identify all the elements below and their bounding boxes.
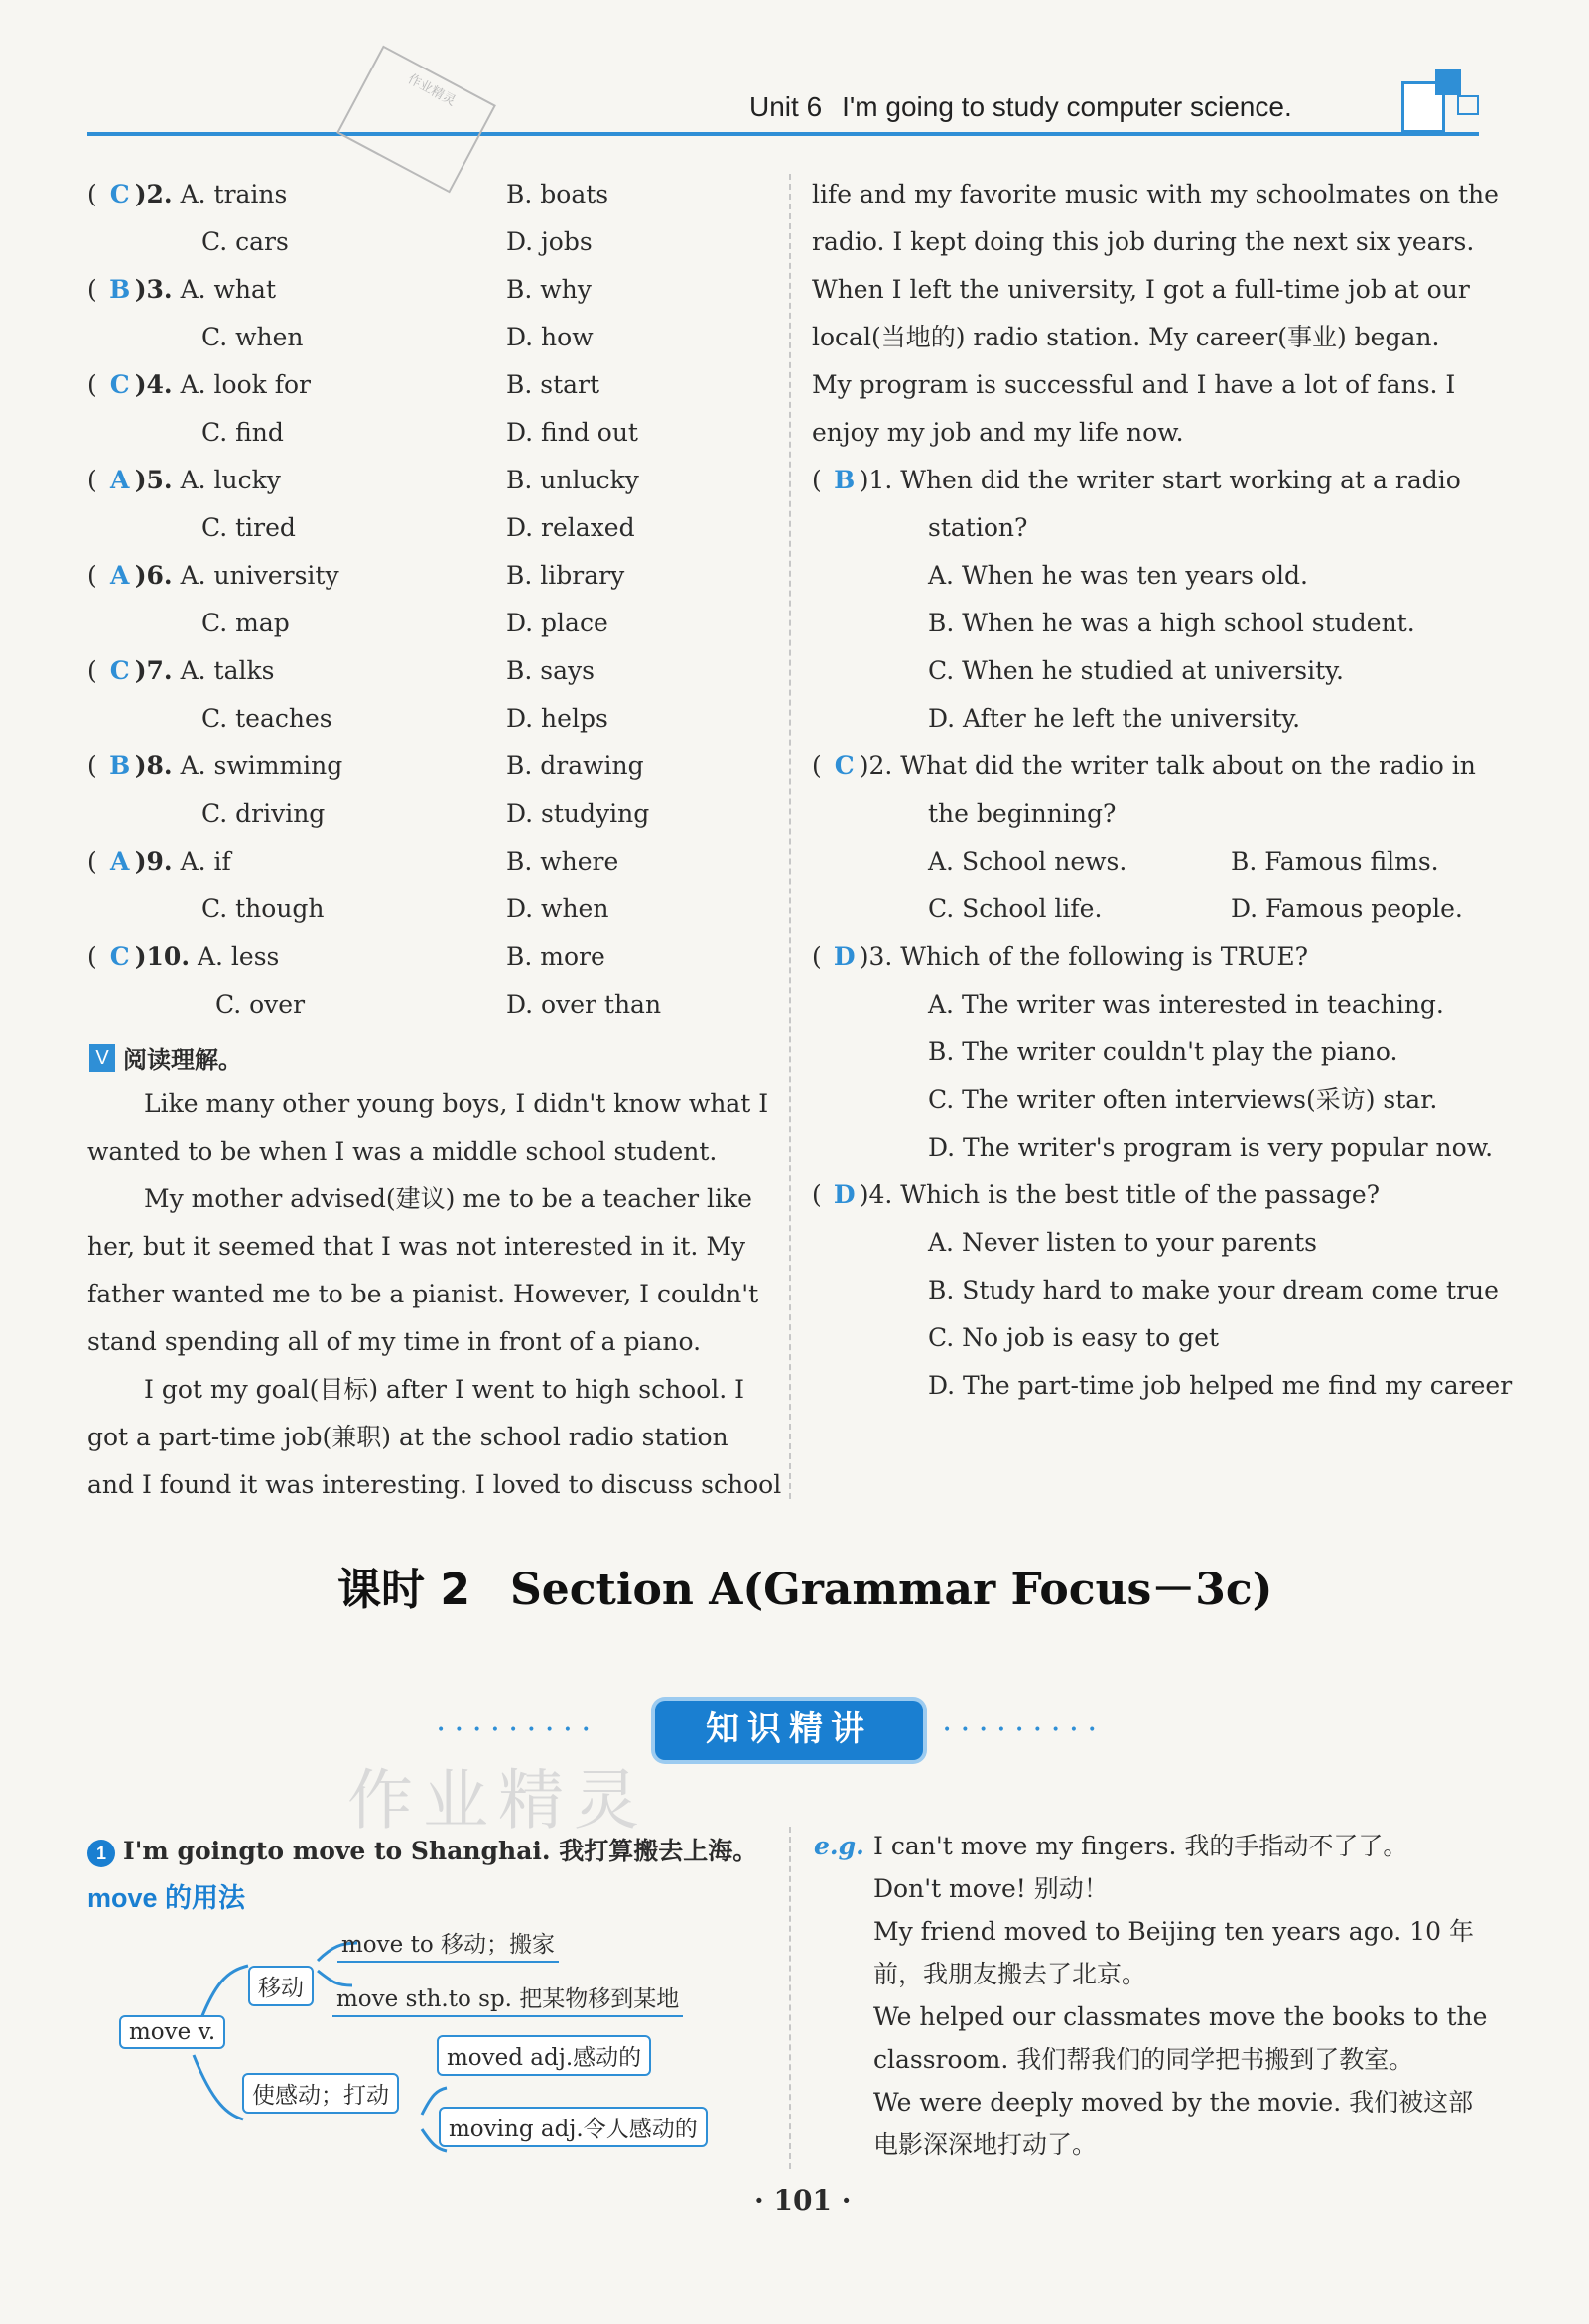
- banner-knowledge: 知识精讲: [655, 1701, 923, 1760]
- unit-label: Unit 6: [749, 91, 823, 122]
- knowledge-sentence: I'm goingto move to Shanghai. 我打算搬去上海。: [123, 1837, 758, 1865]
- option-a: A. look for: [172, 370, 311, 399]
- answer-letter: B: [109, 275, 131, 304]
- example-sentence: We were deeply moved by the movie. 我们被这部: [873, 2088, 1474, 2117]
- question-text: )1. When did the writer start working at a radio: [859, 466, 1461, 494]
- answer-letter: C: [109, 656, 130, 685]
- option-d: D. helps: [506, 704, 608, 733]
- option-a: A. if: [172, 847, 231, 876]
- knowledge-subtitle: move 的用法: [87, 1883, 246, 1913]
- option-d: D. studying: [506, 799, 650, 828]
- banner-dots-left: •••••••••: [437, 1722, 600, 1738]
- lesson-section: Section A(Grammar Focus－3c): [509, 1565, 1273, 1615]
- example-sentence: We helped our classmates move the books to the: [873, 2002, 1488, 2031]
- example-sentence: 电影深深地打动了。: [873, 2130, 1098, 2159]
- passage-line: stand spending all of my time in front of a piano.: [87, 1327, 702, 1356]
- answer-letter: D: [833, 942, 856, 971]
- answer-letter: A: [110, 561, 130, 590]
- question-number: )7.: [134, 656, 173, 685]
- question-number: )6.: [134, 561, 173, 590]
- mindmap-leaf-move-to: move to 移动；搬家: [337, 1926, 559, 1963]
- example-sentence: Don't move! 别动！: [873, 1874, 1109, 1903]
- reading-question: ( D )4. Which is the best title of the passage?: [812, 1171, 1380, 1219]
- option: A. School news.: [928, 847, 1127, 876]
- watermark-text: 作业精灵: [347, 1762, 649, 1839]
- option-d: D. find out: [506, 418, 638, 447]
- answer-letter: B: [834, 466, 856, 494]
- example-sentence: My friend moved to Beijing ten years ago. 10 年: [873, 1917, 1474, 1946]
- option: D. The part-time job helped me find my career: [928, 1371, 1513, 1400]
- answer-letter: C: [109, 942, 130, 971]
- option-d: D. relaxed: [506, 513, 635, 542]
- reading-question: ( D )3. Which of the following is TRUE?: [812, 933, 1308, 981]
- answer-letter: A: [110, 847, 130, 876]
- option: C. The writer often interviews(采访) star.: [928, 1085, 1438, 1114]
- answer-letter: B: [109, 752, 131, 780]
- question-number: )2.: [134, 180, 173, 208]
- option-a: A. swimming: [172, 752, 343, 780]
- mindmap-branch-move: 移动: [248, 1966, 314, 2006]
- question-text: )2. What did the writer talk about on the radio in: [859, 752, 1476, 780]
- passage-line: and I found it was interesting. I loved to discuss school: [87, 1470, 782, 1499]
- passage-line: radio. I kept doing this job during the next six years.: [812, 227, 1475, 256]
- mindmap-leaf-moved: moved adj.感动的: [437, 2035, 651, 2076]
- lesson-title: [337, 1554, 1273, 1617]
- option-b: B. why: [506, 275, 592, 304]
- option: A. The writer was interested in teaching.: [928, 990, 1444, 1019]
- option-c: C. when: [201, 323, 304, 351]
- question-number: )9.: [134, 847, 173, 876]
- option-b: B. says: [506, 656, 595, 685]
- option-b: B. library: [506, 561, 625, 590]
- mindmap-branch-touch: 使感动；打动: [242, 2073, 399, 2114]
- header-decoration-small: [1457, 95, 1479, 115]
- option-b: B. where: [506, 847, 619, 876]
- mindmap-leaf-move-sth: move sth.to sp. 把某物移到某地: [332, 1981, 683, 2017]
- question-number: )4.: [134, 370, 173, 399]
- option-d: D. over than: [506, 990, 662, 1019]
- question-number: )10.: [134, 942, 191, 971]
- question-text: )3. Which of the following is TRUE?: [859, 942, 1309, 971]
- option-a: A. what: [172, 275, 276, 304]
- reading-question: ( C )2. What did the writer talk about on the radio in: [812, 743, 1476, 790]
- passage-line: her, but it seemed that I was not interested in it. My: [87, 1232, 746, 1261]
- option: D. Famous people.: [1231, 894, 1463, 923]
- question-text-cont: station?: [928, 513, 1028, 542]
- passage-line: Like many other young boys, I didn't know what I: [144, 1089, 769, 1118]
- knowledge-title: [87, 1832, 757, 1867]
- section-label: 阅读理解。: [123, 1046, 242, 1074]
- mindmap-root: move v.: [119, 2015, 225, 2049]
- reading-question: ( B )1. When did the writer start working at a radio: [812, 457, 1461, 504]
- passage-line: wanted to be when I was a middle school student.: [87, 1137, 718, 1165]
- mindmap-leaf-moving: moving adj.令人感动的: [439, 2107, 708, 2147]
- option-a: A. talks: [172, 656, 275, 685]
- question-number: )5.: [134, 466, 173, 494]
- option-b: B. start: [506, 370, 600, 399]
- passage-line: life and my favorite music with my schoolmates on the: [812, 180, 1499, 208]
- cloze-question: ( C )2. A. trains: [87, 171, 287, 218]
- page-number: · 101 ·: [754, 2184, 852, 2217]
- option: B. When he was a high school student.: [928, 609, 1415, 637]
- option: C. School life.: [928, 894, 1103, 923]
- question-number: )8.: [134, 752, 173, 780]
- option: B. The writer couldn't play the piano.: [928, 1037, 1398, 1066]
- option: B. Study hard to make your dream come true: [928, 1276, 1499, 1304]
- option-c: C. driving: [201, 799, 326, 828]
- header-decoration-fill: [1435, 69, 1461, 95]
- option-a: A. lucky: [172, 466, 281, 494]
- option-b: B. drawing: [506, 752, 644, 780]
- passage-line: local(当地的) radio station. My career(事业) began.: [812, 323, 1440, 351]
- example-sentence: 前，我朋友搬去了北京。: [873, 1960, 1147, 1988]
- option: C. When he studied at university.: [928, 656, 1344, 685]
- answer-letter: C: [834, 752, 855, 780]
- answer-letter: C: [109, 370, 130, 399]
- option-c: C. though: [201, 894, 325, 923]
- answer-letter: C: [109, 180, 130, 208]
- cloze-question: ( A )9. A. if: [87, 838, 231, 886]
- option-d: D. when: [506, 894, 609, 923]
- option-d: D. jobs: [506, 227, 593, 256]
- knowledge-number: 1: [87, 1840, 115, 1867]
- section-mark: V: [89, 1044, 115, 1072]
- option-a: A. trains: [172, 180, 288, 208]
- option-c: C. map: [201, 609, 290, 637]
- cloze-question: ( A )6. A. university: [87, 552, 339, 600]
- option-a: A. less: [190, 942, 280, 971]
- option-c: C. tired: [201, 513, 296, 542]
- running-header: [749, 91, 1292, 123]
- lesson-label: 课时 2: [337, 1565, 470, 1615]
- cloze-question: ( B )3. A. what: [87, 266, 276, 314]
- passage-line: When I left the university, I got a full-time job at our: [812, 275, 1470, 304]
- cloze-question: ( C )7. A. talks: [87, 647, 274, 695]
- option-d: D. how: [506, 323, 594, 351]
- option: C. No job is easy to get: [928, 1323, 1220, 1352]
- passage-line: enjoy my job and my life now.: [812, 418, 1184, 447]
- answer-letter: A: [110, 466, 130, 494]
- reading-heading: [89, 1040, 242, 1075]
- option-c: C. find: [201, 418, 284, 447]
- cloze-question: ( A )5. A. lucky: [87, 457, 281, 504]
- option: D. After he left the university.: [928, 704, 1301, 733]
- question-text: )4. Which is the best title of the passage?: [859, 1180, 1381, 1209]
- passage-line: My program is successful and I have a lot of fans. I: [812, 370, 1456, 399]
- option: D. The writer's program is very popular now.: [928, 1133, 1494, 1162]
- passage-line: I got my goal(目标) after I went to high school. I: [144, 1375, 745, 1404]
- option-b: B. unlucky: [506, 466, 639, 494]
- example-label: e.g.: [814, 1832, 864, 1860]
- cloze-question: ( C )10. A. less: [87, 933, 279, 981]
- passage-line: got a part-time job(兼职) at the school radio station: [87, 1423, 728, 1451]
- cloze-question: ( B )8. A. swimming: [87, 743, 342, 790]
- header-rule: [87, 132, 1479, 136]
- option-c: C. over: [215, 990, 306, 1019]
- question-number: )3.: [134, 275, 173, 304]
- passage-line: My mother advised(建议) me to be a teacher like: [144, 1184, 752, 1213]
- banner-dots-right: •••••••••: [943, 1722, 1107, 1738]
- example-sentence: I can't move my fingers. 我的手指动不了了。: [873, 1832, 1408, 1860]
- option-c: C. teaches: [201, 704, 332, 733]
- option-c: C. cars: [201, 227, 289, 256]
- question-text-cont: the beginning?: [928, 799, 1117, 828]
- option-b: B. boats: [506, 180, 609, 208]
- column-divider: [789, 174, 791, 1499]
- cloze-question: ( C )4. A. look for: [87, 361, 311, 409]
- option-d: D. place: [506, 609, 608, 637]
- unit-title: I'm going to study computer science.: [842, 91, 1292, 122]
- option-a: A. university: [172, 561, 339, 590]
- option: A. When he was ten years old.: [928, 561, 1308, 590]
- option: A. Never listen to your parents: [928, 1228, 1317, 1257]
- option-b: B. more: [506, 942, 605, 971]
- option: B. Famous films.: [1231, 847, 1439, 876]
- passage-line: father wanted me to be a pianist. However, I couldn't: [87, 1280, 759, 1308]
- column-divider-bottom: [789, 1827, 791, 2169]
- example-sentence: classroom. 我们帮我们的同学把书搬到了教室。: [873, 2045, 1414, 2074]
- answer-letter: D: [833, 1180, 856, 1209]
- watermark-stamp: 作业精灵: [336, 46, 496, 194]
